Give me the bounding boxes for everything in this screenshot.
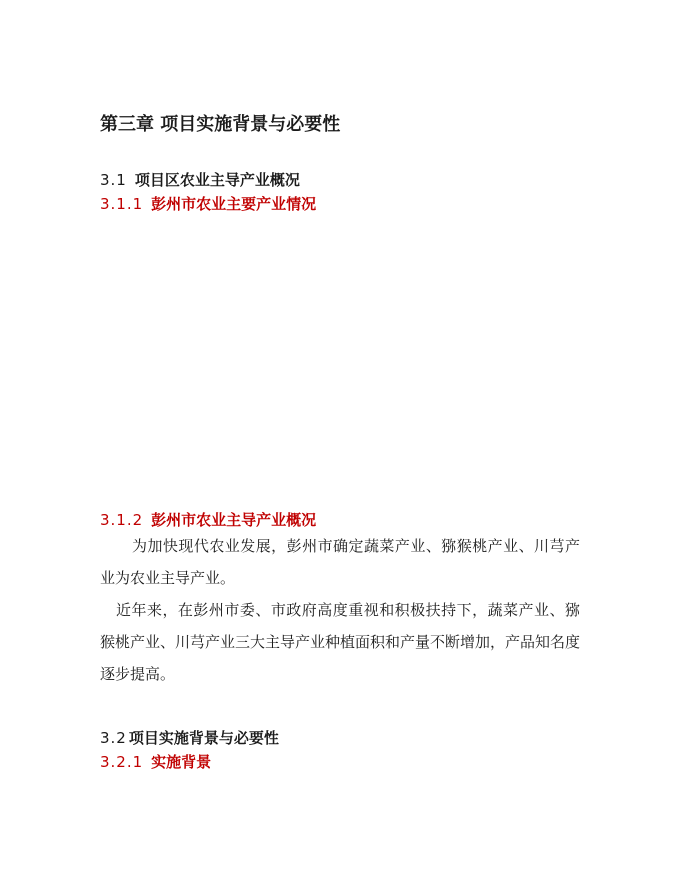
section-heading-3-2 (100, 728, 279, 748)
section-number: 3.2.1 (100, 753, 144, 771)
section-number: 3.1 (100, 171, 127, 189)
chapter-title: 第三章 项目实施背景与必要性 (100, 114, 341, 135)
section-heading-3-1-2 (100, 510, 316, 530)
section-number: 3.1.1 (100, 195, 144, 213)
paragraph-2: 近年来，在彭州市委、市政府高度重视和积极扶持下，蔬菜产业、猕猴桃产业、川芎产业三大主导产业种植面积和产量不断增加，产品知名度逐步提高。 (100, 601, 581, 683)
section-title: 彭州市农业主导产业概况 (151, 511, 317, 529)
section-title: 项目实施背景与必要性 (128, 729, 279, 747)
section-heading-3-2-1 (100, 752, 211, 772)
section-title: 项目区农业主导产业概况 (134, 171, 300, 189)
section-heading-3-1 (100, 170, 300, 190)
section-title: 彭州市农业主要产业情况 (151, 195, 317, 213)
section-title: 实施背景 (151, 753, 212, 771)
section-heading-3-1-1 (100, 194, 316, 214)
section-number: 3.1.2 (100, 511, 144, 529)
section-number: 3.2 (100, 729, 127, 747)
paragraph-1: 为加快现代农业发展，彭州市确定蔬菜产业、猕猴桃产业、川芎产业为农业主导产业。 (100, 537, 580, 587)
